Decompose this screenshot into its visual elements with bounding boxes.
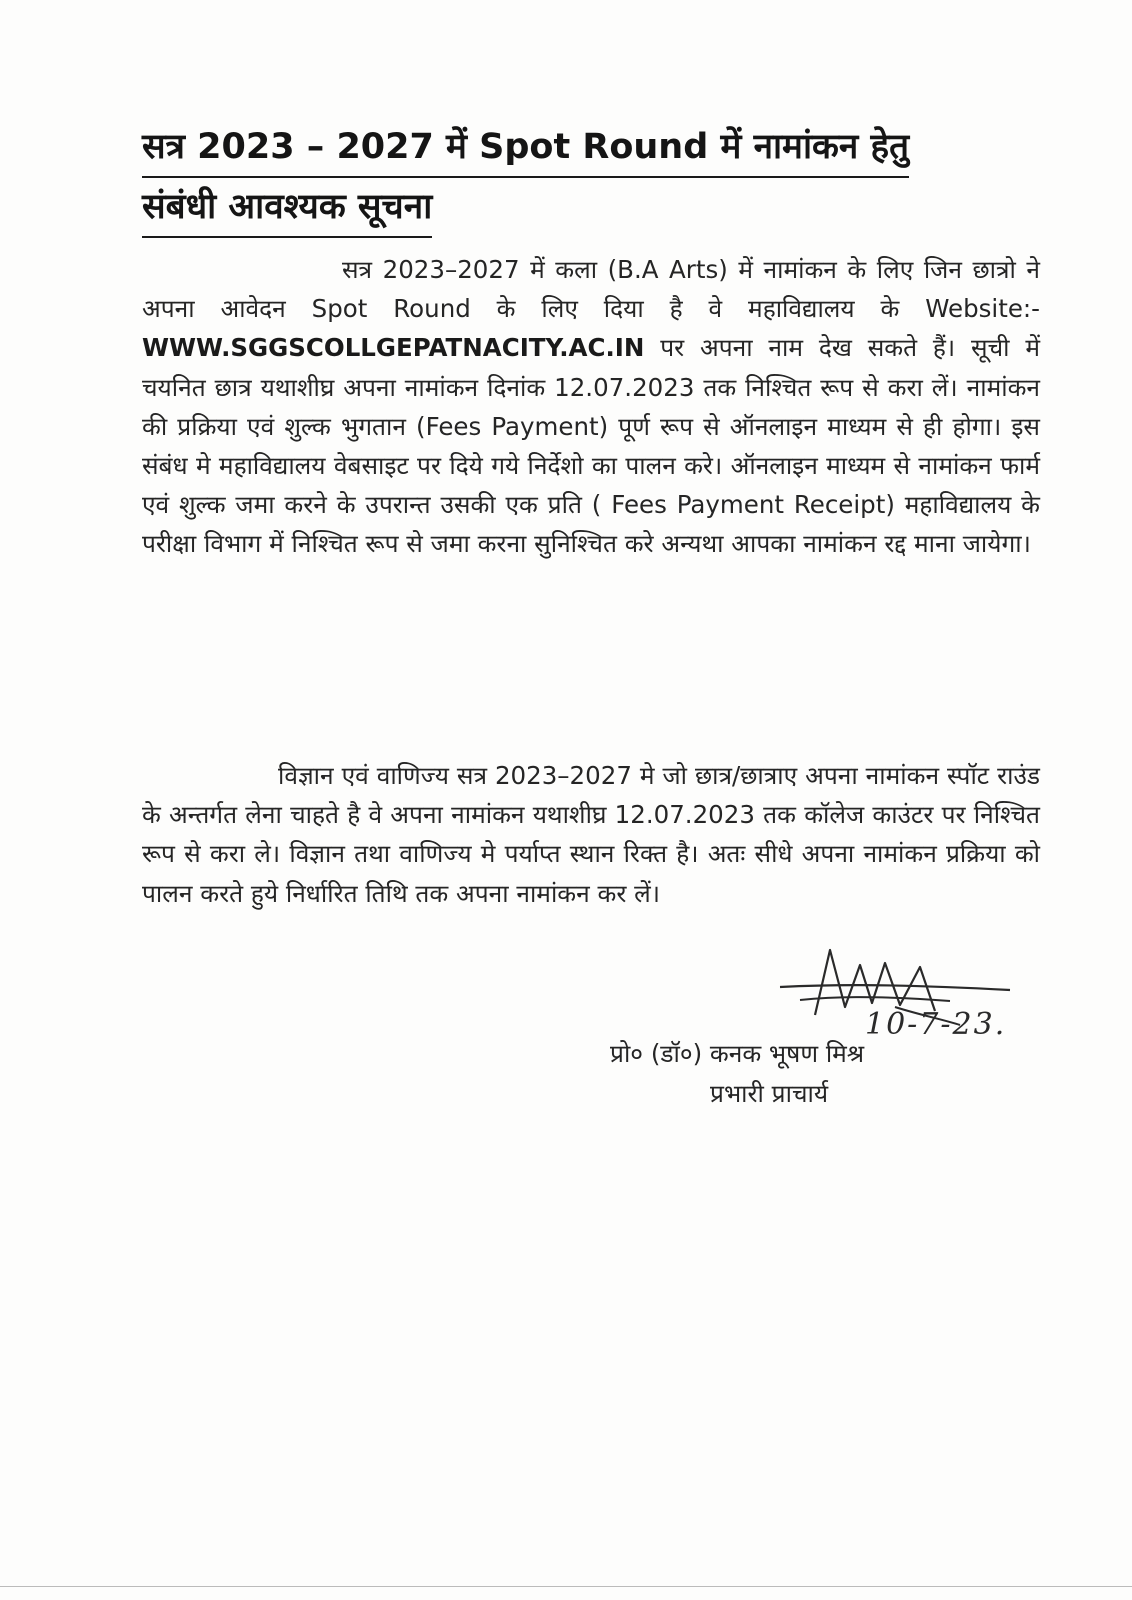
para1-intro: सत्र 2023–2027 में कला (B.A Arts) में नामांकन के लिए जिन छात्रो ने अपना आवेदन Spot Round के लिए दिया है वे महाविद्यालय के Website:- [142, 255, 1040, 324]
notice-heading [142, 118, 1022, 238]
heading-line-1: सत्र 2023 – 2027 में Spot Round में नामांकन हेतु [142, 118, 909, 178]
signatory-title: प्रभारी प्राचार्य [710, 1079, 829, 1108]
handwritten-date [865, 1000, 1045, 1040]
signature-block [590, 945, 1050, 1125]
science-commerce-paragraph: विज्ञान एवं वाणिज्य सत्र 2023–2027 मे जो छात्र/छात्राए अपना नामांकन स्पॉट राउंड के अन्तर्गत लेना चाहते है वे अपना नामांकन यथाशीघ्र 12.07.2023 तक कॉलेज काउंटर पर निश्चित रूप से करा ले। विज्ञान तथा वाणिज्य मे पर्याप्त स्थान रिक्त है। अतः सीधे अपना नामांकन प्रक्रिया को पालन करते हुये निर्धारित तिथि तक अपना नामांकन कर लें। [142, 761, 1040, 908]
scan-edge-mark [0, 1586, 1132, 1587]
svg-text:10-7-23.: 10-7-23. [865, 1007, 1007, 1040]
signatory-name: प्रो० (डॉ०) कनक भूषण मिश्र [610, 1039, 865, 1068]
para1-rest: पर अपना नाम देख सकते हैं। सूची में चयनित छात्र यथाशीघ्र अपना नामांकन दिनांक 12.07.2023 तक निश्चित रूप से करा लें। नामांकन की प्रक्रिया एवं शुल्क भुगतान (Fees Payment) पूर्ण रूप से ऑनलाइन माध्यम से ही होगा। इस संबंध मे महाविद्यालय वेबसाइट पर दिये गये निर्देशो का पालन करे। ऑनलाइन माध्यम से नामांकन फार्म एवं शुल्क जमा करने के उपरान्त उसकी एक प्रति ( Fees Payment Receipt) महाविद्यालय के परीक्षा विभाग में निश्चित रूप से जमा करना सुनिश्चित करे अन्यथा आपका नामांकन रद्द माना जायेगा। [142, 333, 1040, 559]
heading-line-2: संबंधी आवश्यक सूचना [142, 178, 432, 238]
website-url: WWW.SGGSCOLLGEPATNACITY.AC.IN [142, 333, 645, 363]
arts-admission-paragraph [142, 250, 1040, 564]
